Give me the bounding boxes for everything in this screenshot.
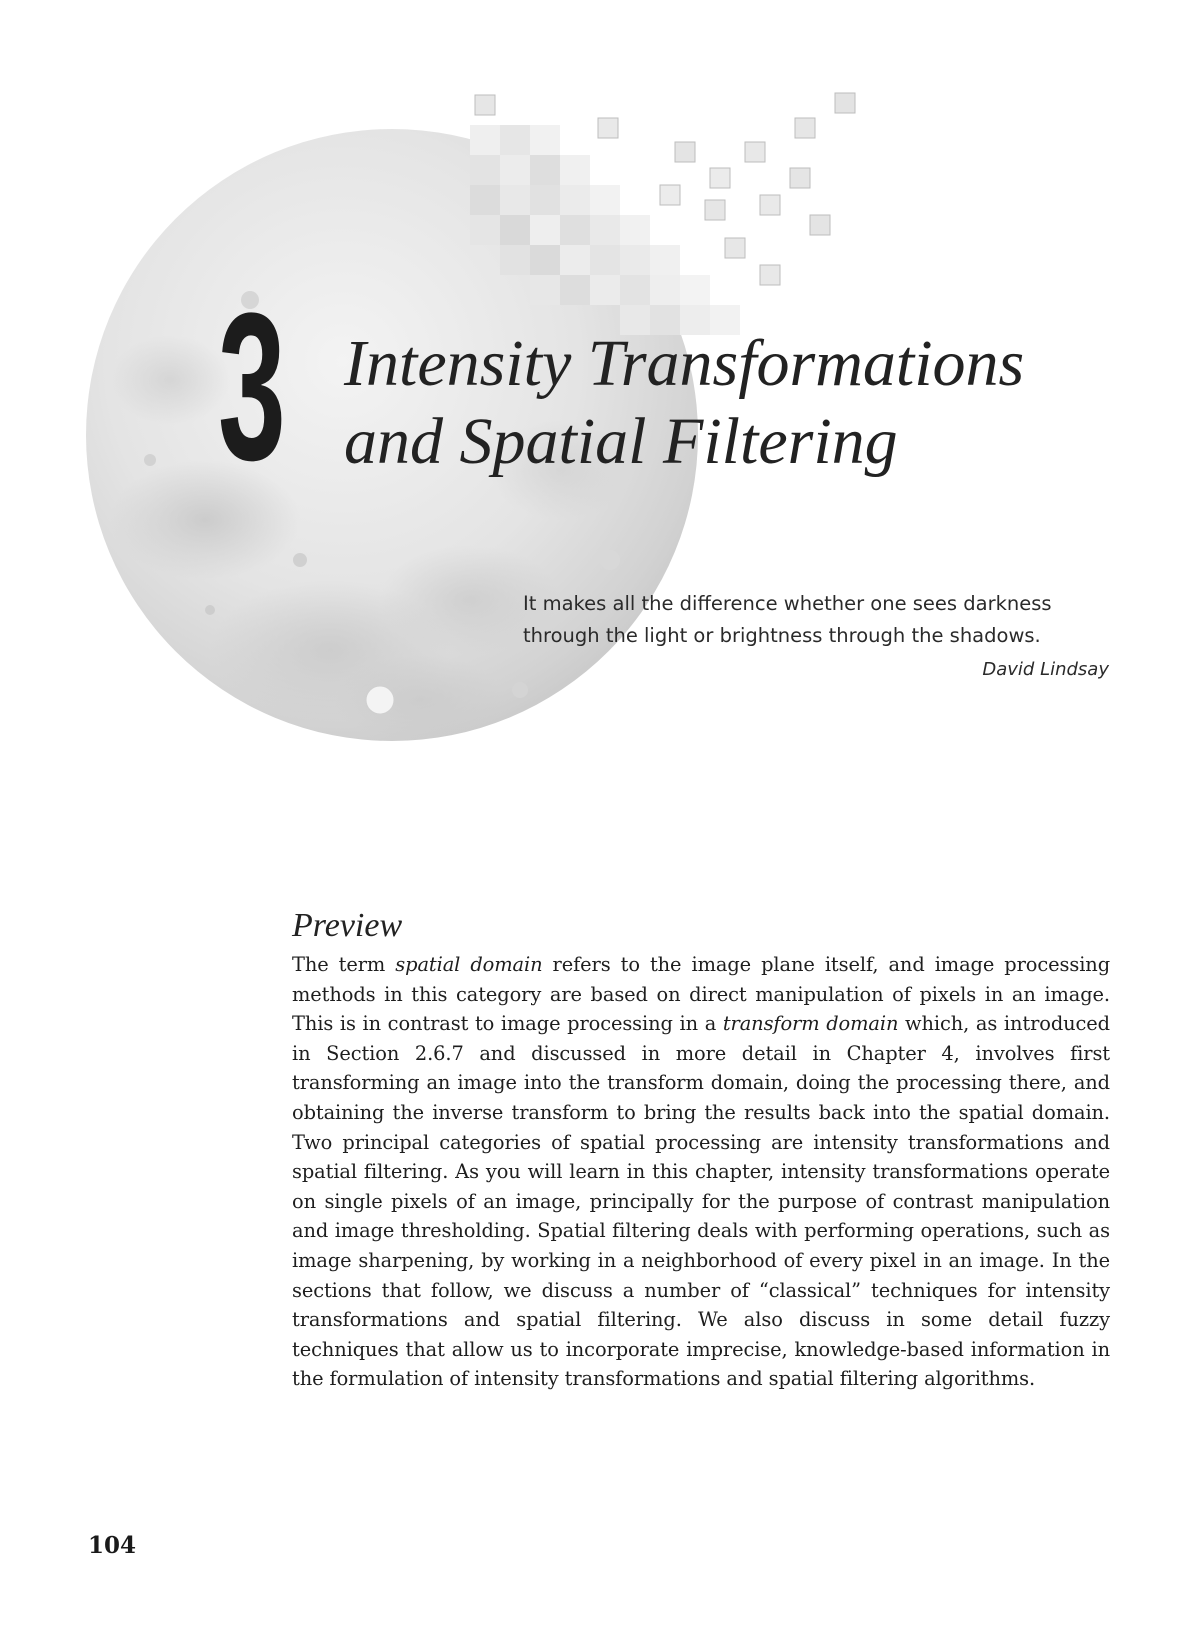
preview-heading: Preview (292, 907, 403, 944)
chapter-title (344, 325, 1024, 481)
chapter-title-line-1: Intensity Transformations (344, 327, 1025, 400)
preview-text-segment: which, as introduced in Section 2.6.7 and discussed in more detail in Chapter 4, involves first transforming an image into the transform domain, doing the processing there, and obtaining the inverse transform to bring the results back into the spatial domain. Two principal categories of spatial processing are intensity transformations and spatial filtering. As you will learn in this chapter, intensity transformations operate on single pixels of an image, principally for the purpose of contrast manipulation and image thresholding. Spatial filtering deals with performing operations, such as image sharpening, by working in a neighborhood of every pixel in an image. In the sections that follow, we discuss a number of “classical” techniques for intensity transformations and spatial filtering. We also discuss in some detail fuzzy techniques that allow us to incorporate imprecise, knowledge-based information in the formulation of intensity transformations and spatial filtering algorithms. (292, 1012, 1110, 1391)
preview-term-spatial-domain: spatial domain (395, 953, 543, 976)
page-number: 104 (88, 1532, 137, 1559)
preview-section (292, 906, 1110, 1394)
preview-body (292, 950, 1110, 1394)
epigraph-author: David Lindsay (982, 659, 1109, 680)
preview-text-segment: The term (292, 953, 396, 976)
epigraph (523, 588, 1111, 686)
epigraph-line-2: through the light or brightness through the shadows. (523, 624, 1041, 647)
preview-term-transform-domain: transform domain (722, 1012, 899, 1036)
epigraph-line-1: It makes all the difference whether one sees darkness (523, 592, 1052, 615)
preview-text-segment: refers to the image plane itself, and image processing methods in this category are based on direct manipulation of pixels in an image. This is in contrast to image processing in a (292, 953, 1111, 1036)
chapter-title-line-2: and Spatial Filtering (344, 405, 898, 478)
chapter-number: 3 (218, 269, 284, 504)
